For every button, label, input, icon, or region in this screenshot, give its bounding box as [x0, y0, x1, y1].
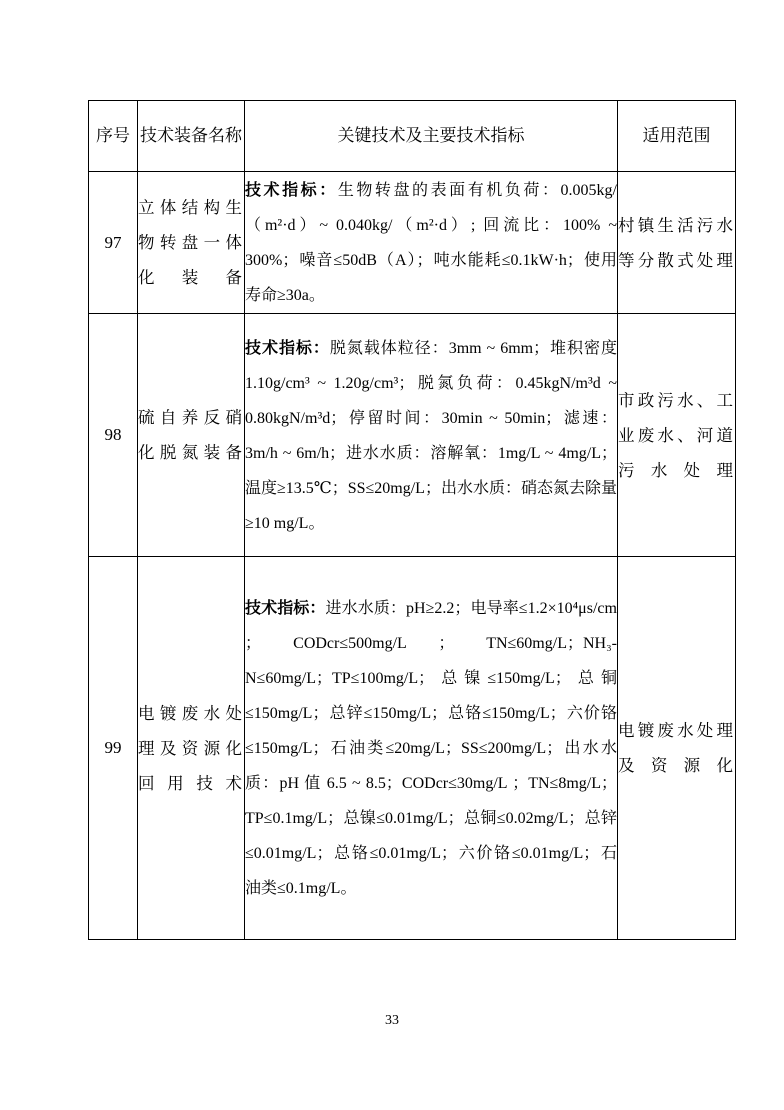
- table-row: [89, 314, 736, 557]
- detail-text: 进水水质：pH≥2.2；电导率≤1.2×10⁴μs/cm ； CODcr≤500mg/L ； TN≤60mg/L；NH₃-N≤60mg/L；TP≤100mg/L；总镍≤150mg/L；总铜≤150mg/L；总锌≤150mg/L；总铬≤150mg/L；六价铬≤150mg/L；石油类≤20mg/L；SS≤200mg/L；出水水质：pH 值 6.5 ~ 8.5；CODcr≤30mg/L ；TN≤8mg/L；TP≤0.1mg/L；总镍≤0.01mg/L；总铜≤0.02mg/L；总锌≤0.01mg/L；总铬≤0.01mg/L；六价铬≤0.01mg/L；石油类≤0.1mg/L。: [245, 600, 617, 897]
- table-row: [89, 557, 736, 940]
- detail-label: 技术指标：: [245, 598, 326, 617]
- row-scope: 电镀废水处理及资源化: [618, 557, 736, 940]
- detail-label: 技术指标：: [245, 337, 330, 357]
- row-seq: 98: [89, 314, 138, 557]
- detail-label: 技术指标：: [245, 180, 338, 199]
- detail-text: 生物转盘的表面有机负荷：0.005kg/（m²·d）~ 0.040kg/（m²·d）; 回流比：100% ~ 300%；噪音≤50dB（A）；吨水能耗≤0.1kW·h；使用寿命≥30a。: [245, 182, 617, 304]
- row-name: 电镀废水处理及资源化回用技术: [138, 557, 245, 940]
- header-scope: 适用范围: [618, 101, 736, 172]
- row-scope: 村镇生活污水等分散式处理: [618, 172, 736, 314]
- table-row: [89, 172, 736, 314]
- tech-equipment-table: [88, 100, 736, 940]
- header-name: 技术装备名称: [138, 101, 245, 172]
- row-seq: 97: [89, 172, 138, 314]
- detail-text: 脱氮载体粒径：3mm ~ 6mm；堆积密度 1.10g/cm³ ~ 1.20g/cm³；脱氮负荷：0.45kgN/m³d ~ 0.80kgN/m³d；停留时间：30min ~ 50min；滤速：3m/h ~ 6m/h；进水水质：溶解氧：1mg/L ~ 4mg/L；温度≥13.5℃；SS≤20mg/L；出水水质：硝态氮去除量≥10 mg/L。: [245, 339, 617, 532]
- row-name: 立体结构生物转盘一体化装备: [138, 172, 245, 314]
- row-name: 硫自养反硝化脱氮装备: [138, 314, 245, 557]
- page-number: 33: [385, 1013, 399, 1028]
- header-key-tech: 关键技术及主要技术指标: [245, 101, 618, 172]
- header-seq: 序号: [89, 101, 138, 172]
- row-detail: [245, 172, 618, 314]
- header-row: [89, 101, 736, 172]
- row-scope: 市政污水、工业废水、河道污水处理: [618, 314, 736, 557]
- row-seq: 99: [89, 557, 138, 940]
- row-detail: [245, 314, 618, 557]
- row-detail: [245, 557, 618, 940]
